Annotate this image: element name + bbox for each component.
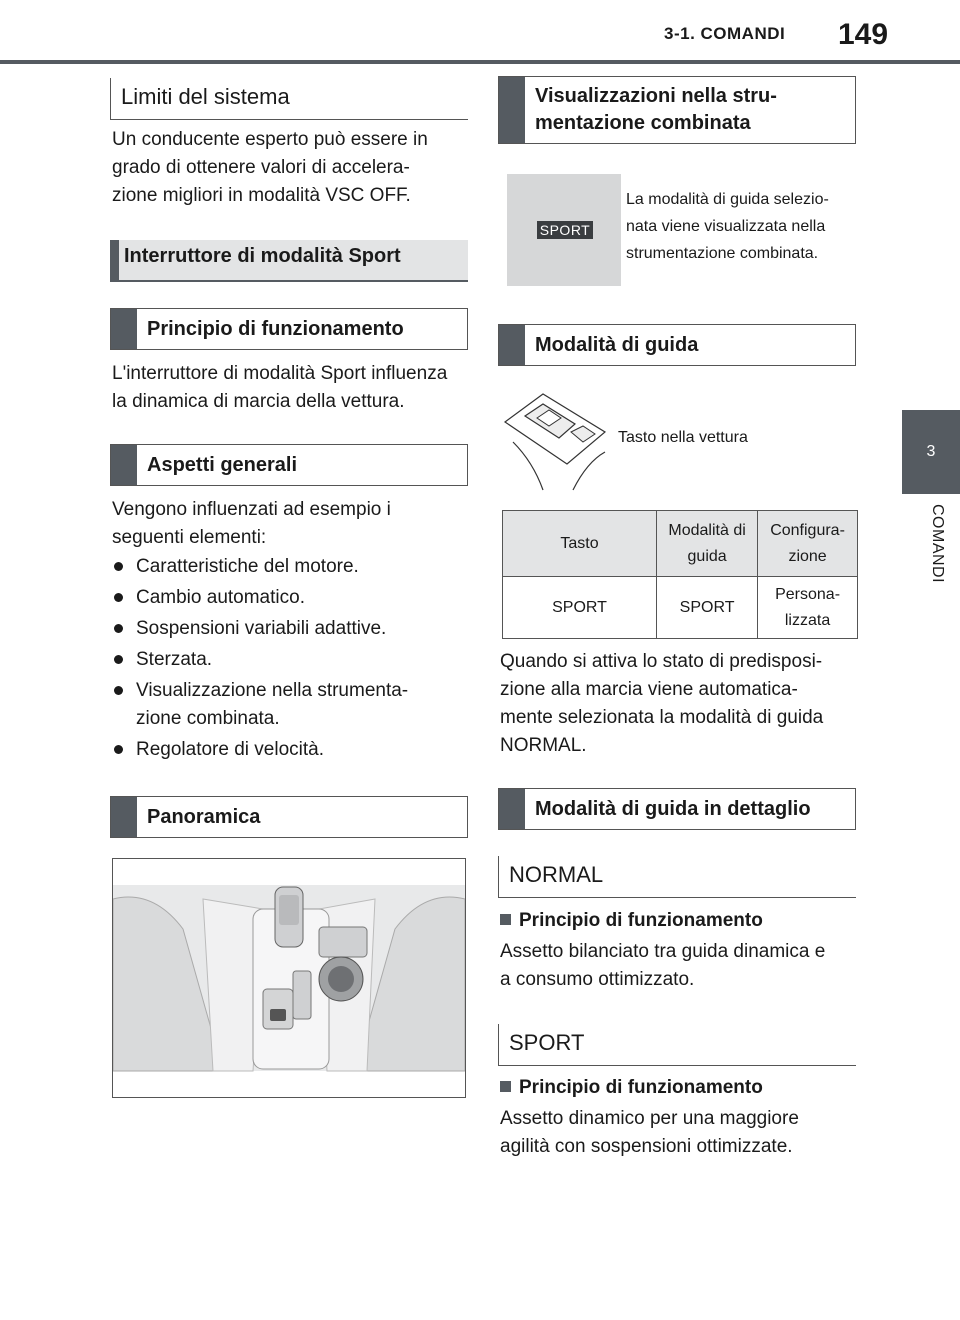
section-title: 3-1. COMANDI [664,24,786,43]
list-item: Cambio automatico. [112,584,472,612]
heading-visualizzazioni: Visualizzazioni nella stru- mentazione combinata [498,76,856,144]
heading-normal: NORMAL [498,856,856,898]
table-header: Modalità di guida [657,511,758,577]
table-header: Tasto [503,511,657,577]
heading-aspetti: Aspetti generali [110,444,468,486]
header-rule [0,60,960,64]
heading-sport: SPORT [498,1024,856,1066]
sport-subheading: Principio di funzionamento [500,1077,763,1099]
button-image [503,392,607,492]
square-bullet-icon [500,914,511,925]
heading-sport-switch: Interruttore di modalità Sport [110,240,468,282]
table-header-row [503,511,858,577]
quando-text: Quando si attiva lo stato di predisposi- zione alla marcia viene automatica- mente selezionata la modalità di guida NORMAL. [500,651,824,756]
sport-text: Assetto dinamico per una maggiore agilità con sospensioni ottimizzate. [500,1108,799,1157]
center-console-image [113,859,465,1097]
normal-subheading: Principio di funzionamento [500,910,763,932]
sport-badge: SPORT [537,221,593,239]
aspetti-text: Vengono influenzati ad esempio i seguenti elementi: [112,499,391,548]
normal-text: Assetto bilanciato tra guida dinamica e a consumo ottimizzato. [500,941,826,990]
display-caption: La modalità di guida selezio- nata viene visualizzata nella strumentazione combinata. [626,191,829,262]
list-item: Caratteristiche del motore. [112,553,472,581]
principio-text: L'interruttore di modalità Sport influenza la dinamica di marcia della vettura. [112,363,448,412]
square-bullet-icon [500,1081,511,1092]
table-row [503,577,858,639]
heading-modalita: Modalità di guida [498,324,856,366]
chapter-label: COMANDI [929,504,946,584]
list-item: Regolatore di velocità. [112,736,472,764]
table-cell: SPORT [503,577,657,639]
display-image [507,174,621,286]
sport-button-icon [503,392,607,492]
table-cell: Persona- lizzata [758,577,858,639]
heading-panoramica: Panoramica [110,796,468,838]
list-item: Visualizzazione nella strumenta- zione combinata. [112,677,472,733]
table-header: Configura- zione [758,511,858,577]
console-illustration [112,858,466,1098]
heading-principio: Principio di funzionamento [110,308,468,350]
heading-limiti: Limiti del sistema [110,78,468,120]
features-list [112,553,472,767]
table-cell: SPORT [657,577,758,639]
list-item: Sospensioni variabili adattive. [112,615,472,643]
chapter-tab[interactable]: 3 [902,410,960,494]
list-item: Sterzata. [112,646,472,674]
driving-modes-table [502,510,858,639]
page-number: 149 [838,18,889,51]
button-caption: Tasto nella vettura [618,429,748,446]
heading-dettaglio: Modalità di guida in dettaglio [498,788,856,830]
limiti-text: Un conducente esperto può essere in grado di ottenere valori di accelera- zione migliori in modalità VSC OFF. [112,129,428,206]
